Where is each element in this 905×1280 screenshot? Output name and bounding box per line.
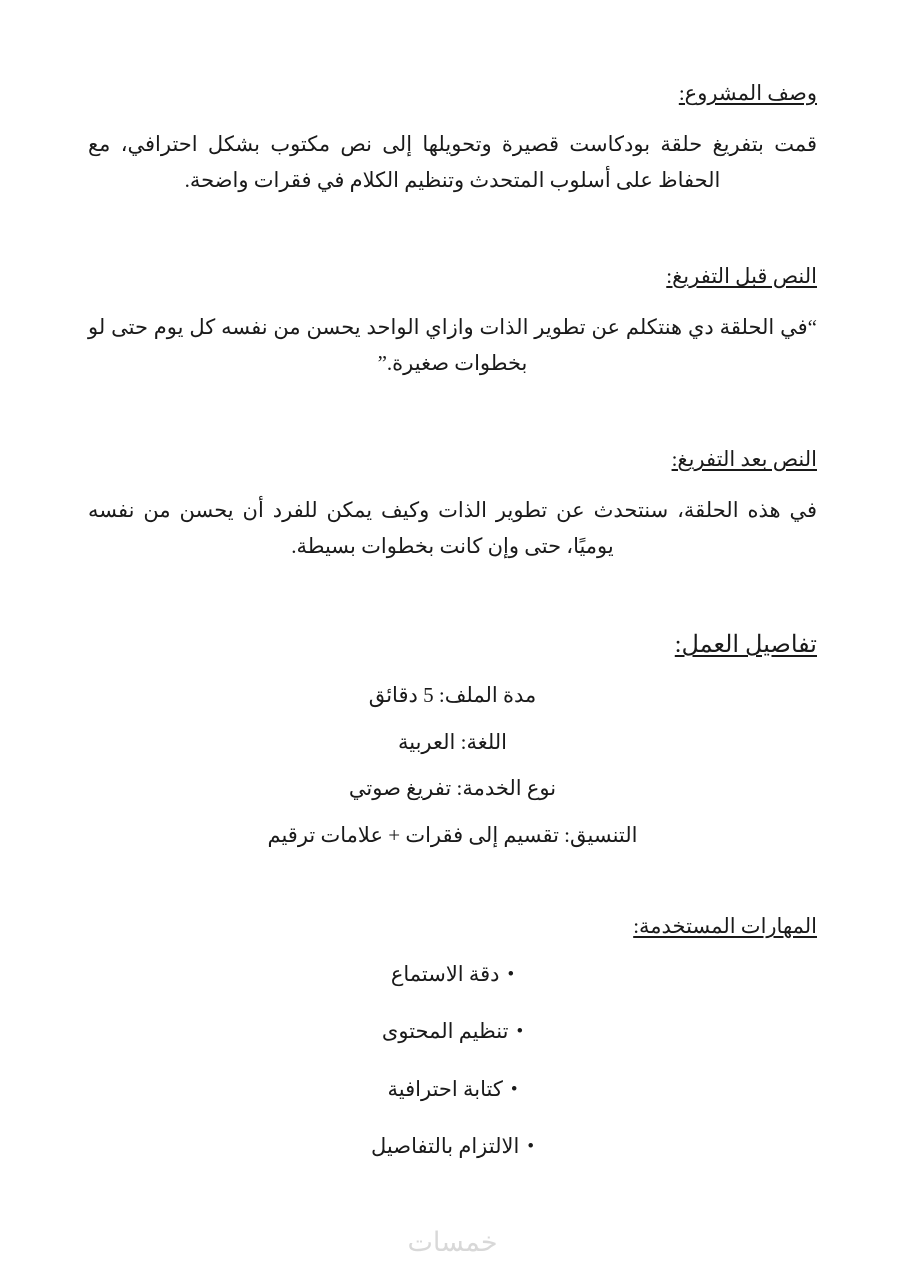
list-item xyxy=(88,1131,817,1163)
section-project-description xyxy=(88,78,817,199)
section-body: “في الحلقة دي هنتكلم عن تطوير الذات وازاي الواحد يحسن من نفسه كل يوم حتى لو بخطوات صغيرة.” xyxy=(88,314,817,376)
skills-list xyxy=(88,959,817,1163)
bullet-icon: • xyxy=(510,1078,518,1100)
section-skills xyxy=(88,911,817,1163)
list-item-label: تنظيم المحتوى xyxy=(381,1019,509,1044)
work-detail-line: اللغة: العربية xyxy=(397,729,508,754)
section-heading: وصف المشروع: xyxy=(678,81,817,105)
bullet-icon: • xyxy=(507,963,515,985)
list-item xyxy=(88,1074,817,1106)
bullet-icon: • xyxy=(527,1136,534,1158)
spacer xyxy=(88,386,817,444)
section-body: في هذه الحلقة، سنتحدث عن تطوير الذات وكيف يمكن للفرد أن يحسن من نفسه يوميًا، حتى وإن كانت بخطوات بسيطة. xyxy=(88,497,817,559)
section-text-before xyxy=(88,261,817,382)
spacer xyxy=(88,569,817,627)
list-item xyxy=(88,1016,817,1048)
bullet-icon: • xyxy=(516,1021,524,1043)
section-text-after xyxy=(88,444,817,565)
section-work-details xyxy=(88,627,817,851)
skills-heading: المهارات المستخدمة: xyxy=(633,914,817,939)
list-item-label: الالتزام بالتفاصيل xyxy=(371,1134,520,1159)
work-detail-line: نوع الخدمة: تفريغ صوتي xyxy=(348,776,557,801)
section-body: قمت بتفريغ حلقة بودكاست قصيرة وتحويلها إلى نص مكتوب بشكل احترافي، مع الحفاظ على أسلوب المتحدث وتنظيم الكلام في فقرات واضحة. xyxy=(88,131,817,193)
watermark: خمسات xyxy=(407,1227,498,1258)
section-heading: النص قبل التفريغ: xyxy=(666,264,817,288)
spacer xyxy=(88,865,817,911)
list-item-label: كتابة احترافية xyxy=(387,1076,503,1101)
spacer xyxy=(88,203,817,261)
work-detail-line: التنسيق: تقسيم إلى فقرات + علامات ترقيم xyxy=(267,822,638,847)
list-item xyxy=(88,959,817,991)
work-detail-line: مدة الملف: 5 دقائق xyxy=(368,683,537,707)
list-item-label: دقة الاستماع xyxy=(390,961,500,986)
section-heading: النص بعد التفريغ: xyxy=(671,447,817,471)
work-details-heading: تفاصيل العمل: xyxy=(674,632,817,658)
